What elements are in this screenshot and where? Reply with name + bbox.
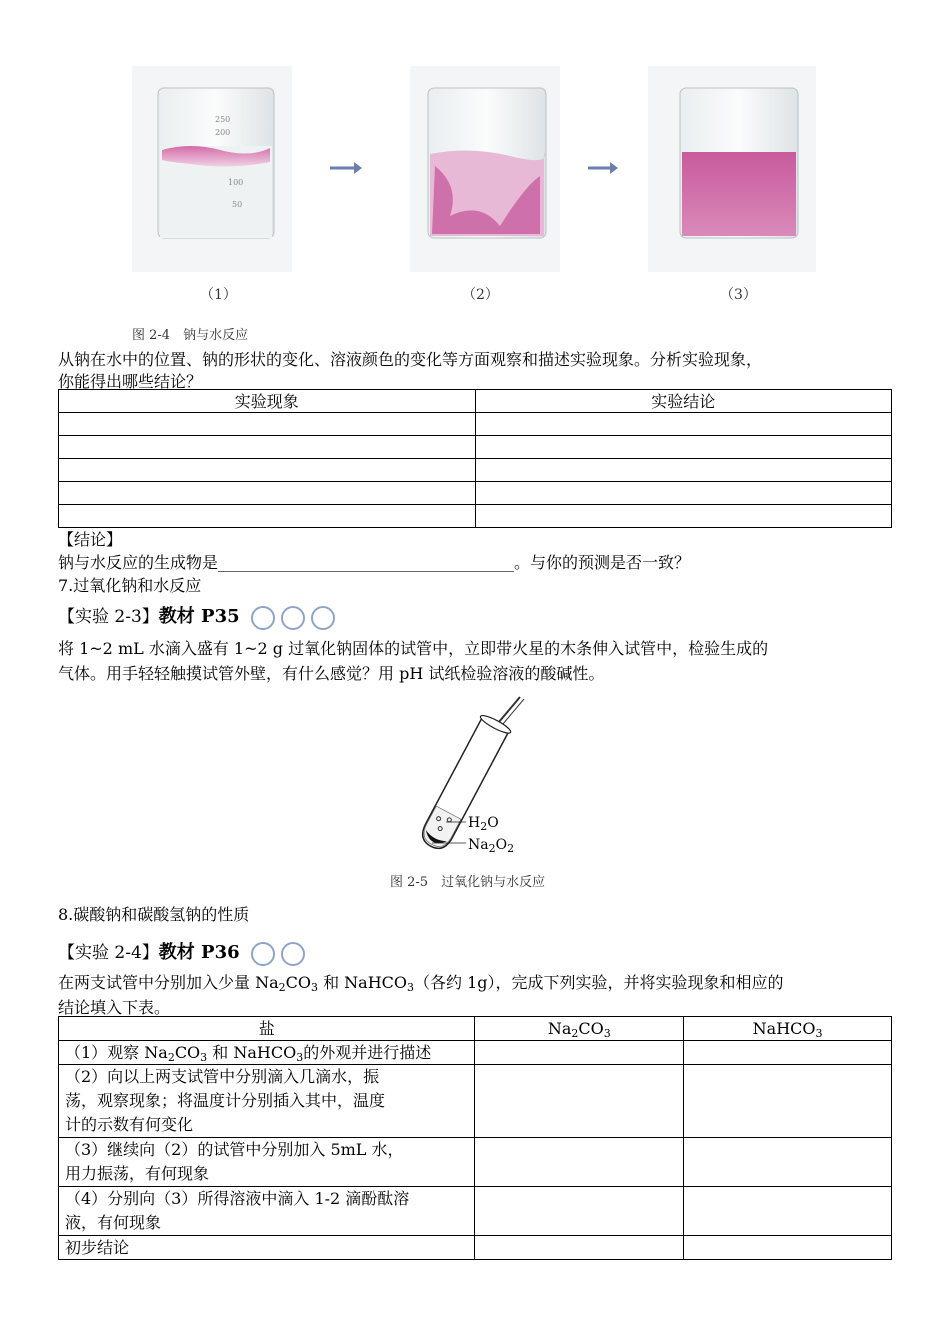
paragraph-line: 你能得出哪些结论？ [58,372,203,391]
table-header-conclusion: 实验结论 [475,390,892,413]
beaker-mark-50: 50 [232,200,243,209]
subscript: 2 [278,981,286,994]
text-fragment: （1）观察 Na [65,1043,168,1062]
text-line: 荡，观察现象；将温度计分别插入其中，温度 [65,1091,386,1110]
paragraph-line [58,970,784,993]
hand-wash-icon [281,942,305,966]
table-cell[interactable] [475,459,892,482]
subscript: 3 [815,1027,823,1040]
conclusion-suffix: 。与你的预测是否一致？ [514,553,691,572]
table-cell[interactable] [59,436,476,459]
paragraph-line: 从钠在水中的位置、钠的形状的变化、溶液颜色的变化等方面观察和描述实验现象。分析实验现象， [58,350,763,369]
table-cell[interactable] [684,1236,892,1260]
hand-wash-icon [311,606,335,630]
section-7-title: 7.过氧化钠和水反应 [58,576,202,595]
beaker-label-2: （2） [462,287,499,303]
text-fragment: 和 NaHCO [318,973,408,992]
text-fragment: 的外观并进行描述 [303,1043,432,1062]
text-line: （3）继续向（2）的试管中分别加入 5mL 水， [65,1140,404,1159]
conclusion-title: 【结论】 [58,530,123,549]
table-row-label: 初步结论 [59,1236,475,1260]
label-solid-sub1: 2 [488,842,496,855]
label-solid-na: Na [468,837,489,853]
text-fragment: CO [174,1043,201,1062]
beaker-label-1: （1） [200,287,237,303]
table-row-label [59,1187,475,1236]
figure-caption: 图 2-5 过氧化钠与水反应 [390,875,546,890]
subscript: 3 [311,981,318,994]
text-fragment: 在两支试管中分别加入少量 Na [58,973,279,992]
table-cell[interactable] [684,1041,892,1065]
table-cell[interactable] [475,1138,684,1187]
table-cell[interactable] [59,505,476,528]
label-sodium-peroxide [468,837,514,853]
label-solid-o: O [495,837,508,853]
textbook-reference: 教材 P35 [158,606,240,627]
table-cell[interactable] [475,1236,684,1260]
table-row-label [59,1041,475,1065]
carbonate-table [58,1016,892,1260]
table-cell[interactable] [59,482,476,505]
conclusion-sentence [58,550,690,573]
table-cell[interactable] [59,413,476,436]
subscript: 3 [296,1051,304,1064]
text-fragment: （各约 1g），完成下列实验，并将实验现象和相应的 [414,973,784,992]
table-cell[interactable] [684,1138,892,1187]
goggles-icon [251,942,275,966]
subscript: 3 [407,981,415,994]
conclusion-prefix: 钠与水反应的生成物是 [58,553,219,572]
text-line: 用力振荡，有何现象 [65,1164,210,1183]
figure-caption: 图 2-4 钠与水反应 [132,328,249,343]
table-header-na2co3 [475,1017,684,1041]
answer-blank[interactable]: _____________________________________ [218,553,515,572]
table-header-nahco3 [684,1017,892,1041]
text-line: （4）分别向（3）所得溶液中滴入 1-2 滴酚酞溶 [65,1189,410,1208]
experiment-label: 【实验 2-3】 [58,607,159,627]
subscript: 2 [167,1051,175,1064]
subscript: 3 [200,1051,208,1064]
table-cell[interactable] [475,505,892,528]
experiment-label: 【实验 2-4】 [58,943,159,963]
paragraph-line: 将 1~2 mL 水滴入盛有 1~2 g 过氧化钠固体的试管中，立即带火星的木条伸入试管中，检验生成的 [58,639,769,658]
text-fragment: CO [578,1019,604,1038]
fire-warning-icon [281,606,305,630]
figure-peroxide-water [388,695,568,895]
table-cell[interactable] [475,1065,684,1138]
textbook-reference: 教材 P36 [158,942,240,963]
label-solid-sub2: 2 [507,842,515,855]
paragraph-line: 气体。用手轻轻触摸试管外壁，有什么感觉？用 pH 试纸检验溶液的酸碱性。 [58,664,605,683]
table-row-label [59,1138,475,1187]
text-fragment: 和 NaHCO [207,1043,297,1062]
table-cell[interactable] [475,1041,684,1065]
table-header-salt: 盐 [59,1017,475,1041]
experiment-2-4-heading [58,938,305,966]
beaker-mark-250: 250 [215,115,231,124]
table-cell[interactable] [475,413,892,436]
observation-table [58,389,892,528]
section-8-title: 8.碳酸钠和碳酸氢钠的性质 [58,905,250,924]
text-line: （2）向以上两支试管中分别滴入几滴水，振 [65,1067,380,1086]
table-cell[interactable] [475,482,892,505]
table-row-label [59,1065,475,1138]
label-water-h: H [468,815,481,831]
table-cell[interactable] [59,459,476,482]
table-cell[interactable] [684,1187,892,1236]
table-cell[interactable] [475,436,892,459]
label-water-o: O [487,815,499,831]
table-cell[interactable] [475,1187,684,1236]
text-fragment: CO [285,973,311,992]
experiment-2-3-heading [58,602,335,630]
beaker-mark-100: 100 [228,178,244,187]
text-line: 液，有何现象 [65,1213,162,1232]
text-fragment: Na [547,1019,572,1038]
beaker-mark-200: 200 [215,128,231,137]
table-cell[interactable] [684,1065,892,1138]
subscript: 2 [571,1027,579,1040]
text-line: 计的示数有何变化 [65,1115,194,1134]
beaker-label-3: （3） [720,287,757,303]
paragraph-line: 结论填入下表。 [58,998,171,1017]
table-header-phenomenon: 实验现象 [59,390,476,413]
text-fragment: NaHCO [752,1019,816,1038]
label-water-sub: 2 [480,820,488,833]
label-water [468,815,499,831]
subscript: 3 [603,1027,611,1040]
goggles-icon [251,606,275,630]
